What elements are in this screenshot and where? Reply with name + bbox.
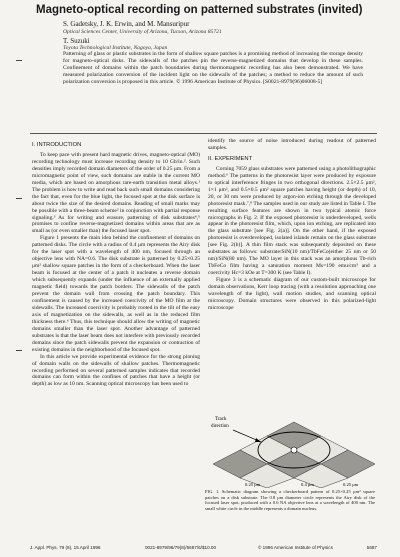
paragraph: In this article we provide experimental evidence for the strong pinning of domain walls on the sidewalls of shallow patches. Thermomagnetic recording performed on several patterned samples indicates that recorded domains can form within the confines of patches that have a height (or depth) as low as 10 nm. Scanning optical microscopy has been used to: [32, 353, 200, 388]
paragraph: Figure 1 presents the main idea behind the confinement of domains on patterned disks. The circle with a radius of 0.4 μm represents the Airy disk for the laser spot with a wavelength of 400 nm, focused through an objective lens with NA=0.6. The disk substrate is patterned by 0.25×0.25 μm² shallow square patches in the form of a checkerboard. When the laser beam is focused at the center of a patch it nucleates a reverse domain which subsequently expands (under the influence of an externally applied magnetic field) towards the patch borders. The sidewalls of the patch prevent the domain wall from crossing the patch boundary. This confinement is caused by the increased coercivity of the MO film at the sidewalls. The increased coercivity is probably rooted in the tilt of the easy axis of magnetization on the sidewalls, as well as in the reduced film thickness there.⁶ Thus, this technique should allow the writing of magnetic domains smaller than the laser spot. Another advantage of patterned substrates is that the laser beam does not interfere with previously recorded domains since the patch sidewalls prevent the expansion or contraction of existing domains in the neighborhood of the focused spot.: [32, 235, 200, 353]
dimension-label: 0.25 μm: [245, 482, 261, 487]
author-list: S. Gadetsky, J. K. Erwin, and M. Mansuripur: [63, 20, 190, 28]
paper-title: Magneto-optical recording on patterned substrates (invited): [36, 4, 363, 16]
article-code: 0021-8979/96/79(8)/5687/6/$10.00: [145, 545, 217, 550]
page-number: 5687: [366, 545, 377, 550]
abstract: Patterning of glass or plastic substrates in the form of shallow square patches is a promising method of increasing the storage density for magneto-optical disks. The sidewalls of the patches pin the reverse-magnetized domains that develop in these samples. Confinement of domains within the patch boundaries during thermomagnetic recording has also been demonstrated. We have measured polarization conversion of the incident light on the sidewalls of the patches; a method to reduce the amount of such polarization conversion is proposed in this article. © 1996 American Institute of Physics. [S0021-8979(96)06008-5]: [63, 51, 363, 86]
checkerboard-figure: [205, 402, 375, 488]
paragraph: To keep pace with present hard magnetic drives, magneto-optical (MO) recording technology must increase recording density to 10 Gb/in.². Such densities imply recorded domain diameters of the order of 0.25 μm. From a micromagnetic point of view, such domains are stable in the current MO media, which are based on amorphous rare-earth transition metal alloys.¹ The problem is how to write and read back such small domains considering the fact that, even for the blue light, the focused spot at the disk surface is about twice the size of the desired domains. Reading of small marks may be possible with a three-beam scheme² in conjunction with partial response signaling.³ As for writing and erasure, patterning of disk substrates⁴,⁵ promises to confine reverse-magnetized domains within areas that are as small as (or even smaller than) the focused laser spot.: [32, 151, 200, 235]
paragraph: Corning 7059 glass substrates were patterned using a photolithographic method.⁶ The patterns in the photoresist layer were produced by exposure to optical interference fringes in two orthogonal directions. 2.5×2.5 μm², 1×1 μm², and 0.5×0.5 μm² square patches having height (or depth) of 10, 20, or 30 nm were produced by argon-ion etching through the developed photoresist mask.⁷,⁸ The samples used in our study are listed in Table I. The resulting surface features are shown in two typical atomic force micrographs in Fig. 2. If the exposed photoresist is underdeveloped, wells appear in the photoresist film, which, upon ion etching, are replicated into the glass substrate [see Fig. 2(a)]. On the other hand, if the exposed photoresist is overdeveloped, isolated islands remain on the glass substrate [see Fig. 2(b)]. A thin film stack was subsequently deposited on these substrates as follows: substrate/SiN(10 nm)/TbFeCo(either 25 nm or 50 nm)/SiN(80 nm). The MO layer in this stack was an amorphous Tb-rich TbFeCo film having a saturation moment Ms=190 emu/cm³ and a coercivity Hc=3 kOe at T=300 K (see Table I).: [208, 165, 376, 277]
margin-mark: [16, 60, 22, 61]
author-2: T. Suzuki: [63, 37, 90, 45]
figure-caption: FIG. 1. Schematic diagram showing a checkerboard pattern of 0.25×0.25 μm² square patches on a disk substrate. The 0.8 μm diameter circle represents the Airy disk of the focused laser spot, produced with a 0.6 NA objective lens at a wavelength of 400 nm. The small white circle in the middle represents a domain nucleus.: [205, 489, 375, 511]
dimension-label: 0.4 μm: [301, 482, 314, 487]
page-footer: [30, 545, 377, 553]
affiliation-2: Toyota Technological Institute, Nagoya, Japan: [63, 45, 168, 51]
margin-mark: [16, 350, 22, 351]
copyright-notice: © 1996 American Institute of Physics: [258, 545, 333, 550]
paragraph: Figure 3 is a schematic diagram of our custom-built microscope for domain observations, Kerr loop tracing (with a resolution approaching one wavelength of the light), wall motion studies, and scanning optical microscopy. Domain structures were observed in this polarized-light microscope: [208, 277, 376, 311]
section-heading-experiment: II. EXPERIMENT: [208, 155, 253, 162]
direction-label: direction: [211, 424, 229, 429]
abstract-divider: [30, 133, 377, 134]
left-column: [32, 138, 200, 540]
domain-nucleus: [291, 447, 297, 453]
track-label: Track: [215, 417, 227, 422]
dimension-label: 0.25 μm: [343, 482, 359, 487]
margin-mark: [16, 198, 22, 199]
journal-citation: J. Appl. Phys. 79 (8), 15 April 1996: [30, 545, 101, 550]
paragraph-continued: identify the source of noise introduced during readout of patterned samples.: [208, 138, 376, 151]
section-heading-intro: I. INTRODUCTION: [32, 142, 82, 148]
affiliation-1: Optical Sciences Center, University of Arizona, Tucson, Arizona 85721: [63, 29, 222, 35]
right-column: [208, 138, 376, 400]
